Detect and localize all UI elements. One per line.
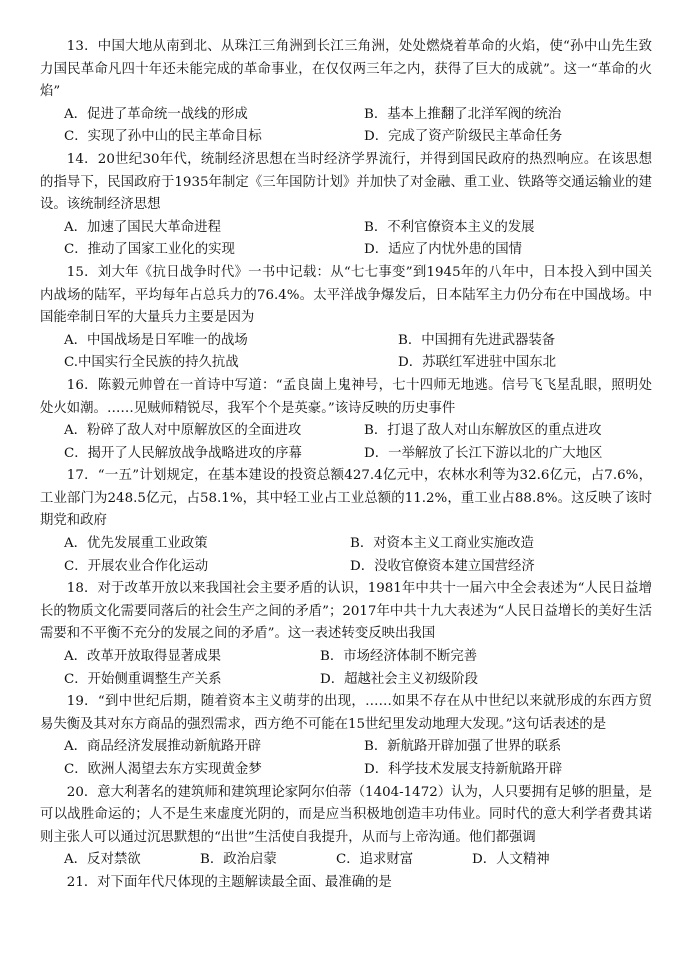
option-c[interactable]: C．开展农业合作化运动 (64, 558, 209, 574)
option-a[interactable]: A．中国战场是日军唯一的战场 (64, 332, 248, 348)
option-a[interactable]: A．促进了革命统一战线的形成 (64, 106, 248, 122)
option-b[interactable]: B．中国拥有先进武器装备 (398, 332, 556, 348)
options-list (40, 533, 652, 578)
option-d[interactable]: D．一举解放了长江下游以北的广大地区 (364, 445, 603, 461)
option-c[interactable]: C．实现了孙中山的民主革命目标 (64, 129, 262, 145)
question-14 (40, 149, 652, 262)
option-b[interactable]: B．政治启蒙 (200, 852, 277, 868)
option-b[interactable]: B．新航路开辟加强了世界的联系 (364, 739, 562, 755)
options-list (40, 330, 652, 375)
options-list (40, 646, 652, 691)
options-list (40, 104, 652, 149)
options-list (40, 217, 652, 262)
option-b[interactable]: B．对资本主义工商业实施改造 (350, 536, 534, 552)
option-a[interactable]: A．粉碎了敌人对中原解放区的全面进攻 (64, 423, 302, 439)
question-21 (40, 872, 652, 895)
question-17 (40, 465, 652, 578)
option-c[interactable]: C．揭开了人民解放战争战略进攻的序幕 (64, 445, 302, 461)
option-d[interactable]: D．苏联红军进驻中国东北 (398, 355, 557, 371)
option-c[interactable]: C．追求财富 (336, 852, 414, 868)
option-d[interactable]: D．适应了内忧外患的国情 (364, 242, 523, 258)
question-stem: 14．20世纪30年代，统制经济思想在当时经济学界流行，并得到国民政府的热烈响应。在该思想的指导下，民国政府于1935年制定《三年国防计划》并加快了对金融、重工业、铁路等交通运输业的建设。该统制经济思想 (40, 151, 652, 213)
option-a[interactable]: A．反对禁欲 (64, 852, 141, 868)
option-b[interactable]: B．市场经济体制不断完善 (320, 649, 478, 665)
question-stem: 17．“一五”计划规定，在基本建设的投资总额427.4亿元中，农林水利等为32.6亿元，占7.6%，工业部门为248.5亿元，占58.1%，其中轻工业占工业总额的11.2%，重工业占88.8%。这反映了该时期党和政府 (40, 468, 652, 529)
question-stem: 19．“到中世纪后期，随着资本主义萌芽的出现，……如果不存在从中世纪以来就形成的东西方贸易失衡及其对东方商品的强烈需求，西方绝不可能在15世纪里发动地理大发现。”这句话表述的是 (40, 694, 652, 732)
option-c[interactable]: C．推动了国家工业化的实现 (64, 242, 235, 258)
option-b[interactable]: B．打退了敌人对山东解放区的重点进攻 (364, 423, 602, 439)
question-stem: 18．对于改革开放以来我国社会主要矛盾的认识，1981年中共十一届六中全会表述为“人民日益增长的物质文化需要同落后的社会生产之间的矛盾”；2017年中共十九大表述为“人民日益增长的美好生活需要和不平衡不充分的发展之间的矛盾”。这一表述转变反映出我国 (40, 581, 652, 642)
options-list (40, 849, 652, 872)
option-b[interactable]: B．不利官僚资本主义的发展 (364, 219, 535, 235)
question-stem: 16．陈毅元帅曾在一首诗中写道：“孟良崮上鬼神号，七十四师无地逃。信号飞飞星乱眼，照明处处火如潮。……见贼师精锐尽，我军个个是英豪。”该诗反映的历史事件 (40, 377, 652, 416)
question-20 (40, 782, 652, 872)
question-16 (40, 375, 652, 465)
question-stem: 15．刘大年《抗日战争时代》一书中记载：从“七七事变”到1945年的八年中，日本投入到中国关内战场的陆军，平均每年占总兵力的76.4%。太平洋战争爆发后，日本陆军主力仍分布在中国战场。中国能牵制日军的大量兵力主要是因为 (40, 264, 652, 326)
option-a[interactable]: A．改革开放取得显著成果 (64, 649, 221, 665)
question-stem: 13．中国大地从南到北、从珠江三角洲到长江三角洲，处处燃烧着革命的火焰，使“孙中山先生致力国民革命凡四十年还未能完成的革命事业，在仅仅两三年之内，获得了巨大的成就”。这一“革命的火焰” (40, 39, 652, 100)
question-stem: 21．对下面年代尺体现的主题解读最全面、最准确的是 (66, 874, 392, 890)
options-list (40, 736, 652, 781)
question-stem: 20．意大利著名的建筑师和建筑理论家阿尔伯蒂（1404-1472）认为，人只要拥有足够的胆量，是可以战胜命运的；人不是生来虚度光阴的，而是应当积极地创造丰功伟业。同时代的意大利学者费其诺则主张人可以通过沉思默想的“出世”生活使自我提升，从而与上帝沟通。他们都强调 (40, 784, 652, 845)
option-b[interactable]: B．基本上推翻了北洋军阀的统治 (364, 106, 562, 122)
option-d[interactable]: D．超越社会主义初级阶段 (320, 671, 479, 687)
option-a[interactable]: A．优先发展重工业政策 (64, 536, 208, 552)
option-c[interactable]: C．开始侧重调整生产关系 (64, 671, 222, 687)
question-19 (40, 691, 652, 781)
question-13 (40, 36, 652, 149)
option-a[interactable]: A．商品经济发展推动新航路开辟 (64, 739, 262, 755)
option-c[interactable]: C.中国实行全民族的持久抗战 (64, 355, 239, 371)
question-18 (40, 578, 652, 691)
option-c[interactable]: C．欧洲人渴望去东方实现黄金梦 (64, 762, 262, 777)
option-d[interactable]: D．没收官僚资本建立国营经济 (350, 558, 535, 574)
options-list (40, 420, 652, 465)
option-a[interactable]: A．加速了国民大革命进程 (64, 219, 221, 235)
option-d[interactable]: D．人文精神 (472, 852, 550, 868)
option-d[interactable]: D．科学技术发展支持新航路开辟 (364, 762, 563, 777)
option-d[interactable]: D．完成了资产阶级民主革命任务 (364, 129, 563, 145)
question-15 (40, 262, 652, 375)
